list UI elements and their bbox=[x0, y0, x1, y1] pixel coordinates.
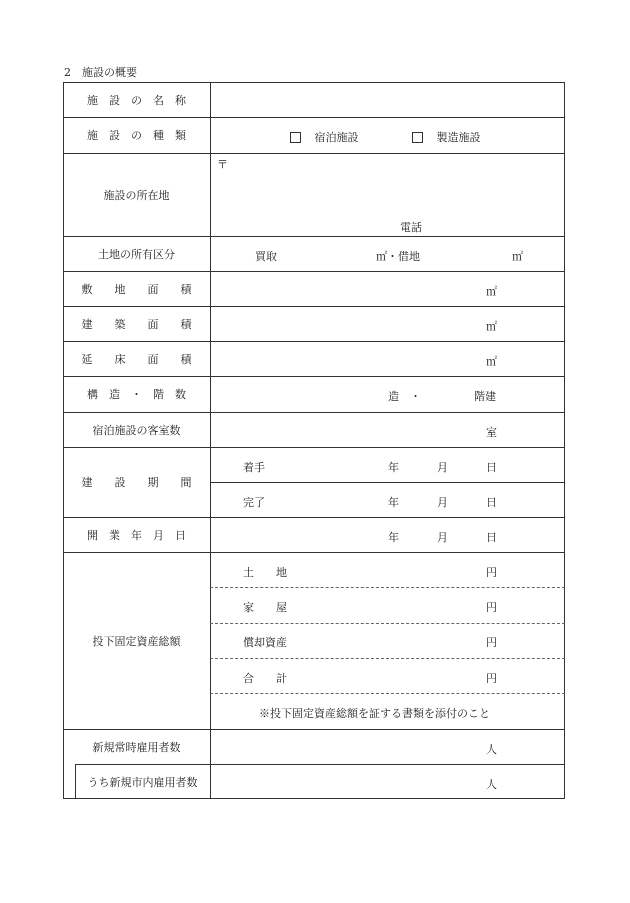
row-line bbox=[210, 482, 565, 483]
period-end-label: 完了 bbox=[243, 496, 265, 509]
section-title: 2 施設の概要 bbox=[64, 66, 137, 79]
opening-year: 年 bbox=[388, 531, 399, 544]
label-construction-period: 建 設 期 間 bbox=[81, 476, 192, 489]
investment-depreciable-label: 償却資産 bbox=[243, 636, 287, 649]
checkbox-icon[interactable] bbox=[290, 132, 301, 143]
label-new-employees: 新規常時雇用者数 bbox=[92, 740, 181, 754]
investment-building-unit: 円 bbox=[486, 601, 497, 614]
land-lease-label: ㎡・借地 bbox=[376, 250, 420, 263]
investment-land-label: 土 地 bbox=[243, 566, 287, 579]
label-land-ownership: 土地の所有区分 bbox=[98, 247, 175, 261]
label-facility-type: 施 設 の 種 類 bbox=[87, 129, 186, 142]
opening-day: 日 bbox=[486, 531, 497, 544]
postal-mark: 〒 bbox=[217, 158, 228, 171]
dashed-line bbox=[210, 587, 565, 588]
structure-build-label: 造 ・ bbox=[388, 390, 421, 403]
label-investment-total: 投下固定資産総額 bbox=[92, 634, 181, 648]
period-start-month: 月 bbox=[437, 461, 448, 474]
column-divider bbox=[210, 82, 211, 799]
investment-depreciable-unit: 円 bbox=[486, 636, 497, 649]
dashed-line bbox=[210, 623, 565, 624]
phone-label: 電話 bbox=[400, 221, 422, 234]
label-floor-area: 延 床 面 積 bbox=[81, 352, 192, 366]
option-manufacturing[interactable] bbox=[412, 129, 481, 145]
rooms-unit: 室 bbox=[486, 426, 497, 439]
investment-total-label: 合 計 bbox=[243, 672, 287, 685]
period-end-month: 月 bbox=[437, 496, 448, 509]
checkbox-icon[interactable] bbox=[412, 132, 423, 143]
option-lodging[interactable] bbox=[290, 129, 359, 145]
label-facility-location: 施設の所在地 bbox=[103, 188, 170, 202]
label-rooms: 宿泊施設の客室数 bbox=[92, 423, 181, 437]
local-employees-unit: 人 bbox=[486, 778, 497, 791]
label-facility-name: 施 設 の 名 称 bbox=[87, 93, 186, 107]
label-opening-date: 開 業 年 月 日 bbox=[87, 528, 186, 542]
label-structure: 構 造 ・ 階 数 bbox=[87, 388, 186, 401]
investment-total-unit: 円 bbox=[486, 672, 497, 685]
option-manufacturing-label: 製造施設 bbox=[436, 131, 481, 144]
employees-unit: 人 bbox=[486, 743, 497, 756]
land-lease-unit: ㎡ bbox=[512, 250, 523, 263]
floor-area-unit: ㎡ bbox=[486, 355, 497, 368]
label-local-employees: うち新規市内雇用者数 bbox=[87, 775, 198, 789]
investment-building-label: 家 屋 bbox=[243, 601, 287, 614]
investment-land-unit: 円 bbox=[486, 566, 497, 579]
structure-floors-label: 階建 bbox=[474, 390, 496, 403]
period-start-day: 日 bbox=[486, 461, 497, 474]
period-start-label: 着手 bbox=[243, 461, 265, 474]
dashed-line bbox=[210, 693, 565, 694]
opening-month: 月 bbox=[437, 531, 448, 544]
site-area-unit: ㎡ bbox=[486, 285, 497, 298]
investment-note: ※投下固定資産総額を証する書類を添付のこと bbox=[259, 707, 490, 720]
label-site-area: 敷 地 面 積 bbox=[81, 282, 192, 296]
period-end-day: 日 bbox=[486, 496, 497, 509]
period-end-year: 年 bbox=[388, 496, 399, 509]
period-start-year: 年 bbox=[388, 461, 399, 474]
dashed-line bbox=[210, 658, 565, 659]
option-lodging-label: 宿泊施設 bbox=[314, 131, 359, 144]
label-building-area: 建 築 面 積 bbox=[81, 317, 192, 331]
building-area-unit: ㎡ bbox=[486, 320, 497, 333]
land-buy-label: 買取 bbox=[255, 250, 277, 263]
